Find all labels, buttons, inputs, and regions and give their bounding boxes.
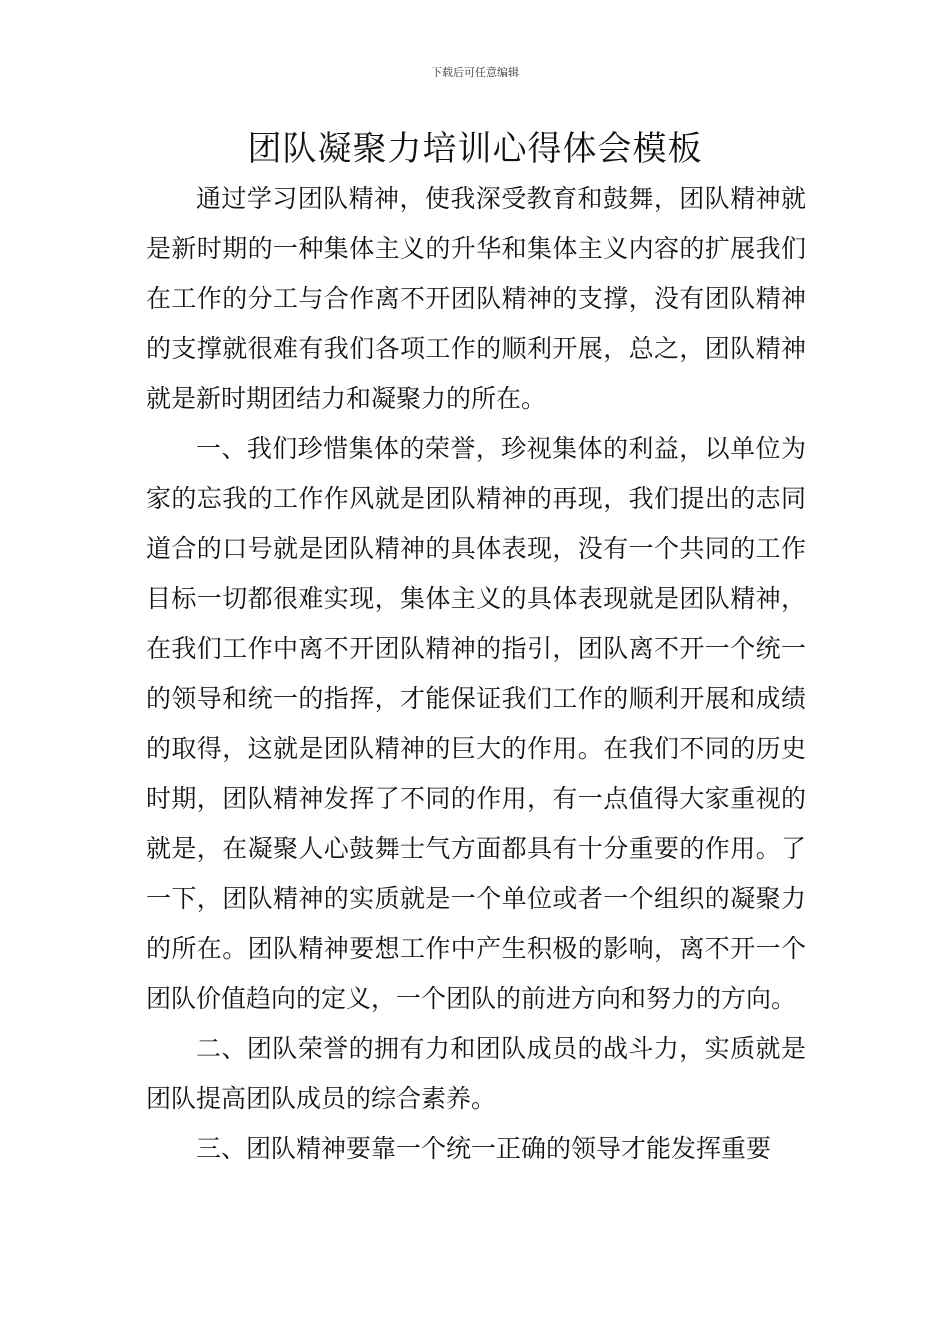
paragraph-section-3: 三、团队精神要靠一个统一正确的领导才能发挥重要 (196, 1134, 772, 1163)
document-title: 团队凝聚力培训心得体会模板 (247, 129, 703, 169)
paragraph-section-1: 一、我们珍惜集体的荣誉，珍视集体的利益，以单位为家的忘我的工作作风就是团队精神的再现，我们提出的志同道合的口号就是团队精神的具体表现，没有一个共同的工作目标一切都很难实现，集体主义的具体表现就是团队精神，在我们工作中离不开团队精神的指引，团队离不开一个统一的领导和统一的指挥，才能保证我们工作的顺利开展和成绩的取得，这就是团队精神的巨大的作用。在我们不同的历史时期，团队精神发挥了不同的作用，有一点值得大家重视的就是，在凝聚人心鼓舞士气方面都具有十分重要的作用。了一下，团队精神的实质就是一个单位或者一个组织的凝聚力的所在。团队精神要想工作中产生积极的影响，离不开一个团队价值趋向的定义，一个团队的前进方向和努力的方向。 (146, 434, 806, 1013)
document-body (146, 174, 806, 1174)
header-note: 下载后可任意编辑 (431, 66, 519, 79)
paragraph-intro: 通过学习团队精神，使我深受教育和鼓舞，团队精神就是新时期的一种集体主义的升华和集体主义内容的扩展我们在工作的分工与合作离不开团队精神的支撑，没有团队精神的支撑就很难有我们各项工作的顺利开展，总之，团队精神就是新时期团结力和凝聚力的所在。 (146, 184, 806, 413)
paragraph-section-2: 二、团队荣誉的拥有力和团队成员的战斗力，实质就是团队提高团队成员的综合素养。 (146, 1034, 806, 1113)
